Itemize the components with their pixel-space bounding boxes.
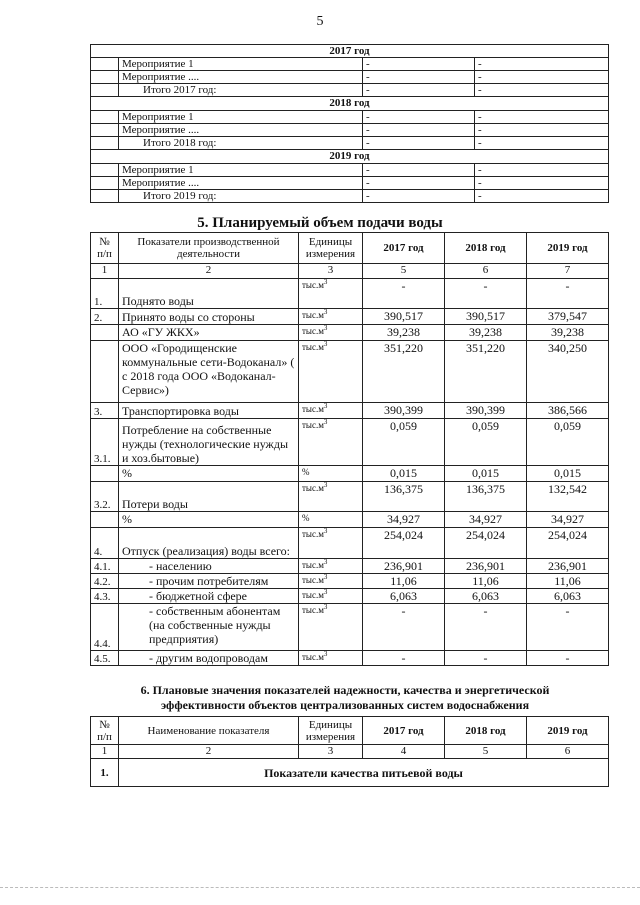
value-2019: 386,566 — [527, 403, 609, 419]
row-num: 4. — [91, 528, 119, 559]
table-row — [91, 574, 609, 589]
unit-text: тыс.м — [302, 420, 324, 430]
unit-text: тыс.м — [302, 404, 324, 414]
unit-text: тыс.м — [302, 310, 324, 320]
header-num: № п/п — [91, 717, 119, 745]
row-num: 1. — [91, 279, 119, 309]
row-indicator: Транспортировка воды — [119, 403, 299, 419]
row-num: 4.5. — [91, 651, 119, 666]
value-2017: 254,024 — [363, 528, 445, 559]
row-unit — [299, 528, 363, 559]
unit-text: тыс.м — [302, 342, 324, 352]
measure-name: Мероприятие 1 — [119, 164, 363, 177]
value-2017: - — [363, 604, 445, 651]
header-2017: 2017 год — [363, 233, 445, 264]
row-num: 1. — [91, 759, 119, 787]
measure-value: - — [363, 137, 475, 150]
row-indicator: % — [119, 512, 299, 528]
measure-value: - — [475, 71, 609, 84]
value-2017: 351,220 — [363, 341, 445, 403]
col-number: 6 — [445, 264, 527, 279]
measure-value: - — [475, 164, 609, 177]
unit-text: тыс.м — [302, 652, 324, 662]
table-row — [91, 604, 609, 651]
value-2019: 0,059 — [527, 419, 609, 466]
value-2019: 39,238 — [527, 325, 609, 341]
unit-exponent: 3 — [323, 481, 328, 489]
table-row — [91, 482, 609, 512]
row-indicator: - населению — [119, 559, 299, 574]
value-2017: 6,063 — [363, 589, 445, 604]
value-2018: 0,015 — [445, 466, 527, 482]
row-num — [91, 341, 119, 403]
row-unit — [299, 403, 363, 419]
row-num — [91, 512, 119, 528]
row-unit — [299, 341, 363, 403]
measure-value: - — [475, 58, 609, 71]
table-row — [91, 589, 609, 604]
value-2017: 136,375 — [363, 482, 445, 512]
measure-value: - — [363, 71, 475, 84]
row-num — [91, 325, 119, 341]
col-number: 3 — [299, 745, 363, 759]
measure-value: - — [475, 111, 609, 124]
measure-total: Итого 2018 год: — [119, 137, 363, 150]
unit-text: тыс.м — [302, 560, 324, 570]
col-number: 3 — [299, 264, 363, 279]
row-num: 4.1. — [91, 559, 119, 574]
col-number: 6 — [527, 745, 609, 759]
row-indicator: Принято воды со стороны — [119, 309, 299, 325]
row-num: 4.3. — [91, 589, 119, 604]
row-num: 4.4. — [91, 604, 119, 651]
row-num: 3. — [91, 403, 119, 419]
page-number: 5 — [316, 14, 324, 29]
page-divider — [0, 887, 640, 888]
table-row — [91, 341, 609, 403]
value-2017: - — [363, 651, 445, 666]
water-supply-table — [90, 232, 609, 666]
unit-exponent: 3 — [323, 418, 328, 426]
unit-exponent: 3 — [323, 308, 328, 316]
value-2018: 236,901 — [445, 559, 527, 574]
value-2019: 236,901 — [527, 559, 609, 574]
year-header: 2018 год — [91, 97, 609, 111]
row-indicator: ООО «Городищенские коммунальные сети-Водоканал» ( с 2018 года ООО «Водоканал-Сервис») — [119, 341, 299, 403]
unit-exponent: 3 — [323, 402, 328, 410]
col-number: 1 — [91, 264, 119, 279]
row-indicator: - бюджетной сфере — [119, 589, 299, 604]
row-indicator: Потери воды — [119, 482, 299, 512]
value-2018: - — [445, 651, 527, 666]
unit-exponent: 3 — [323, 278, 328, 286]
value-2018: 351,220 — [445, 341, 527, 403]
col-number: 2 — [119, 264, 299, 279]
unit-exponent: 3 — [323, 603, 328, 611]
header-2019: 2019 год — [527, 717, 609, 745]
measure-name: Мероприятие .... — [119, 71, 363, 84]
table-row — [91, 325, 609, 341]
row-num: 3.1. — [91, 419, 119, 466]
measure-value: - — [475, 84, 609, 97]
value-2017: 236,901 — [363, 559, 445, 574]
table-row — [91, 651, 609, 666]
measure-name: Мероприятие .... — [119, 124, 363, 137]
row-unit: % — [299, 512, 363, 528]
row-indicator: - прочим потребителям — [119, 574, 299, 589]
row-unit — [299, 325, 363, 341]
row-num: 4.2. — [91, 574, 119, 589]
header-indicator: Показатели производственной деятельности — [119, 233, 299, 264]
measure-value: - — [363, 58, 475, 71]
measure-value: - — [475, 137, 609, 150]
row-unit — [299, 419, 363, 466]
measure-value: - — [475, 124, 609, 137]
row-num: 2. — [91, 309, 119, 325]
value-2018: 254,024 — [445, 528, 527, 559]
col-number: 1 — [91, 745, 119, 759]
header-2018: 2018 год — [445, 233, 527, 264]
row-indicator: % — [119, 466, 299, 482]
value-2019: 0,015 — [527, 466, 609, 482]
header-2019: 2019 год — [527, 233, 609, 264]
unit-text: тыс.м — [302, 529, 324, 539]
measure-value: - — [363, 84, 475, 97]
section-5-title: 5. Планируемый объем подачи воды — [197, 215, 443, 231]
row-indicator: - другим водопроводам — [119, 651, 299, 666]
header-num: № п/п — [91, 233, 119, 264]
measure-total: Итого 2019 год: — [119, 190, 363, 203]
unit-exponent: 3 — [323, 588, 328, 596]
value-2019: 6,063 — [527, 589, 609, 604]
value-2017: 0,059 — [363, 419, 445, 466]
header-2017: 2017 год — [363, 717, 445, 745]
table-row — [91, 403, 609, 419]
value-2018: 34,927 — [445, 512, 527, 528]
section-6-title: 6. Плановые значения показателей надежности, качества и энергетической эффективности объектов централизованных систем водоснабжения — [140, 683, 550, 712]
value-2019: 379,547 — [527, 309, 609, 325]
value-2018: - — [445, 279, 527, 309]
measure-value: - — [475, 190, 609, 203]
table-row — [91, 559, 609, 574]
header-unit: Единицы измерения — [299, 233, 363, 264]
row-unit — [299, 482, 363, 512]
table-row — [91, 279, 609, 309]
row-unit — [299, 309, 363, 325]
measure-total: Итого 2017 год: — [119, 84, 363, 97]
table-row — [91, 309, 609, 325]
measure-value: - — [363, 164, 475, 177]
measure-name: Мероприятие 1 — [119, 111, 363, 124]
value-2019: - — [527, 604, 609, 651]
measure-name: Мероприятие .... — [119, 177, 363, 190]
unit-exponent: 3 — [323, 573, 328, 581]
unit-text: тыс.м — [302, 326, 324, 336]
row-indicator: Потребление на собственные нужды (технологические нужды и хоз.бытовые) — [119, 419, 299, 466]
col-number: 4 — [363, 745, 445, 759]
col-number: 5 — [363, 264, 445, 279]
row-unit — [299, 651, 363, 666]
measure-value: - — [363, 177, 475, 190]
table-row — [91, 528, 609, 559]
unit-text: тыс.м — [302, 575, 324, 585]
measure-value: - — [363, 190, 475, 203]
measure-value: - — [363, 111, 475, 124]
row-unit — [299, 559, 363, 574]
table-row — [91, 512, 609, 528]
value-2019: - — [527, 651, 609, 666]
value-2017: 34,927 — [363, 512, 445, 528]
row-heading: Показатели качества питьевой воды — [119, 759, 609, 787]
unit-text: тыс.м — [302, 280, 324, 290]
row-indicator: - собственным абонентам (на собственные нужды предприятия) — [119, 604, 299, 651]
unit-exponent: 3 — [323, 650, 328, 658]
row-num: 3.2. — [91, 482, 119, 512]
row-unit — [299, 604, 363, 651]
row-indicator: Поднято воды — [119, 279, 299, 309]
value-2019: 34,927 — [527, 512, 609, 528]
row-unit — [299, 574, 363, 589]
value-2017: 390,517 — [363, 309, 445, 325]
measures-table — [90, 44, 609, 203]
col-number: 2 — [119, 745, 299, 759]
value-2019: 340,250 — [527, 341, 609, 403]
col-number: 5 — [445, 745, 527, 759]
unit-text: тыс.м — [302, 590, 324, 600]
value-2017: 39,238 — [363, 325, 445, 341]
row-unit: % — [299, 466, 363, 482]
unit-exponent: 3 — [323, 324, 328, 332]
value-2018: 390,517 — [445, 309, 527, 325]
row-indicator: АО «ГУ ЖКХ» — [119, 325, 299, 341]
value-2019: 132,542 — [527, 482, 609, 512]
row-unit — [299, 589, 363, 604]
value-2018: - — [445, 604, 527, 651]
value-2018: 390,399 — [445, 403, 527, 419]
value-2017: 11,06 — [363, 574, 445, 589]
unit-text: тыс.м — [302, 605, 324, 615]
header-unit: Единицы измерения — [299, 717, 363, 745]
value-2017: 0,015 — [363, 466, 445, 482]
value-2019: 254,024 — [527, 528, 609, 559]
reliability-table — [90, 716, 609, 787]
table-row — [91, 466, 609, 482]
row-num — [91, 466, 119, 482]
header-indicator: Наименование показателя — [119, 717, 299, 745]
unit-exponent: 3 — [323, 340, 328, 348]
year-header: 2017 год — [91, 45, 609, 58]
row-unit — [299, 279, 363, 309]
row-indicator: Отпуск (реализация) воды всего: — [119, 528, 299, 559]
unit-exponent: 3 — [323, 558, 328, 566]
value-2019: 11,06 — [527, 574, 609, 589]
year-header: 2019 год — [91, 150, 609, 164]
measure-value: - — [475, 177, 609, 190]
value-2017: 390,399 — [363, 403, 445, 419]
value-2017: - — [363, 279, 445, 309]
unit-exponent: 3 — [323, 527, 328, 535]
measure-value: - — [363, 124, 475, 137]
value-2018: 11,06 — [445, 574, 527, 589]
measure-name: Мероприятие 1 — [119, 58, 363, 71]
value-2018: 136,375 — [445, 482, 527, 512]
value-2018: 0,059 — [445, 419, 527, 466]
unit-text: тыс.м — [302, 483, 324, 493]
value-2018: 6,063 — [445, 589, 527, 604]
value-2018: 39,238 — [445, 325, 527, 341]
value-2019: - — [527, 279, 609, 309]
table-row — [91, 419, 609, 466]
header-2018: 2018 год — [445, 717, 527, 745]
col-number: 7 — [527, 264, 609, 279]
